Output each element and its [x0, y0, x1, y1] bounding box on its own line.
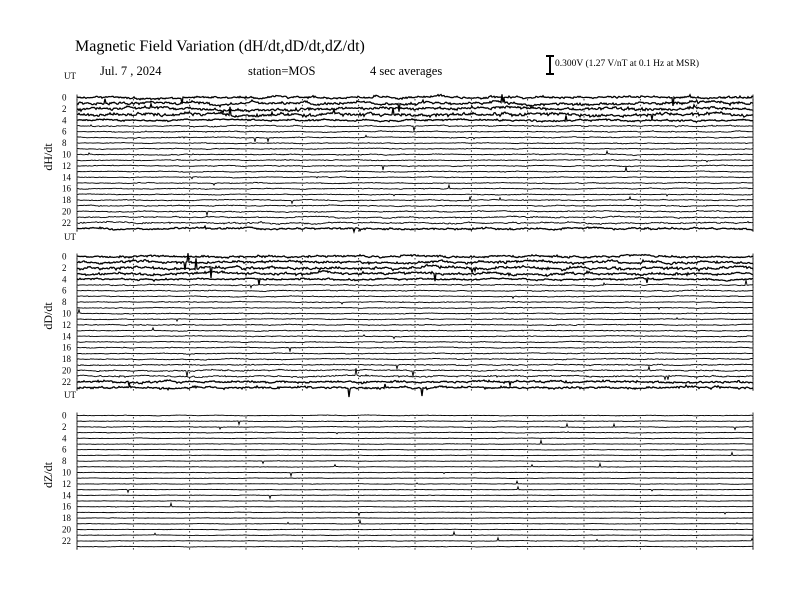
hour-label: 8	[62, 456, 67, 467]
hour-label: 0	[62, 92, 67, 103]
trace-line	[77, 194, 753, 196]
trace-line	[77, 529, 753, 530]
trace-line	[77, 538, 753, 542]
panel-ylabel: dZ/dt	[41, 462, 55, 488]
trace-line	[77, 518, 753, 519]
date-label: Jul. 7 , 2024	[100, 64, 162, 78]
hour-label: 2	[62, 103, 67, 114]
hour-label: 0	[62, 251, 67, 262]
hour-label: 20	[62, 206, 71, 217]
hour-label: 12	[62, 160, 71, 171]
trace-line	[77, 151, 753, 155]
trace-line	[77, 501, 753, 502]
hour-label: 16	[62, 501, 71, 512]
hour-label: 6	[62, 285, 67, 296]
trace-line	[77, 546, 753, 547]
trace-line	[77, 148, 753, 150]
trace-line	[77, 478, 753, 479]
hour-label: 12	[62, 478, 71, 489]
hour-label: 14	[62, 172, 71, 183]
hour-label: 8	[62, 297, 67, 308]
trace-line	[77, 464, 753, 468]
ut-axis-label: UT	[64, 71, 76, 81]
station-label: station=MOS	[248, 64, 316, 78]
hour-label: 18	[62, 513, 71, 524]
trace-line	[77, 205, 753, 207]
trace-line	[77, 318, 753, 321]
hour-label: 12	[62, 319, 71, 330]
trace-line	[77, 452, 753, 455]
hour-label: 22	[62, 535, 71, 546]
trace-line	[77, 301, 753, 304]
hour-label: 20	[62, 365, 71, 376]
trace-line	[77, 290, 753, 292]
trace-line	[77, 307, 753, 309]
hour-label: 2	[62, 262, 67, 273]
hour-label: 4	[62, 433, 67, 444]
trace-line	[77, 135, 753, 141]
hour-label: 0	[62, 410, 67, 421]
hour-label: 4	[62, 115, 67, 126]
trace-line	[77, 216, 753, 219]
trace-line	[77, 177, 753, 179]
hour-label: 20	[62, 524, 71, 535]
hour-label: 10	[62, 467, 71, 478]
ut-axis-label: UT	[64, 390, 76, 400]
trace-line	[77, 254, 753, 258]
hour-label: 16	[62, 342, 71, 353]
hour-label: 16	[62, 183, 71, 194]
trace-line	[77, 366, 753, 376]
trace-line	[77, 438, 753, 439]
hour-label: 6	[62, 444, 67, 455]
panel-ylabel: dH/dt	[41, 143, 55, 171]
hour-label: 8	[62, 138, 67, 149]
panel-ylabel: dD/dt	[41, 302, 55, 330]
chart-title: Magnetic Field Variation (dH/dt,dD/dt,dZ/dt)	[75, 38, 365, 55]
trace-line	[77, 432, 753, 434]
hour-label: 14	[62, 490, 71, 501]
hour-label: 10	[62, 308, 71, 319]
trace-line	[77, 131, 753, 133]
hour-label: 2	[62, 421, 67, 432]
trace-line	[77, 481, 753, 484]
trace-line	[77, 221, 753, 224]
trace-line	[77, 324, 753, 326]
hour-label: 22	[62, 376, 71, 387]
hour-label: 18	[62, 354, 71, 365]
hour-label: 4	[62, 274, 67, 285]
trace-line	[77, 358, 753, 360]
trace-line	[77, 328, 753, 332]
trace-line	[77, 353, 753, 355]
trace-line	[77, 449, 753, 450]
hour-label: 22	[62, 217, 71, 228]
trace-line	[77, 159, 753, 161]
hour-label: 10	[62, 149, 71, 160]
trace-line	[77, 296, 753, 299]
trace-line	[77, 142, 753, 143]
trace-line	[77, 341, 753, 342]
trace-line	[77, 415, 753, 416]
hour-label: 18	[62, 195, 71, 206]
scale-label: 0.300V (1.27 V/nT at 0.1 Hz at MSR)	[555, 59, 700, 69]
ut-axis-label: UT	[64, 232, 76, 242]
averaging-label: 4 sec averages	[370, 64, 443, 78]
hour-label: 14	[62, 331, 71, 342]
hour-label: 6	[62, 126, 67, 137]
